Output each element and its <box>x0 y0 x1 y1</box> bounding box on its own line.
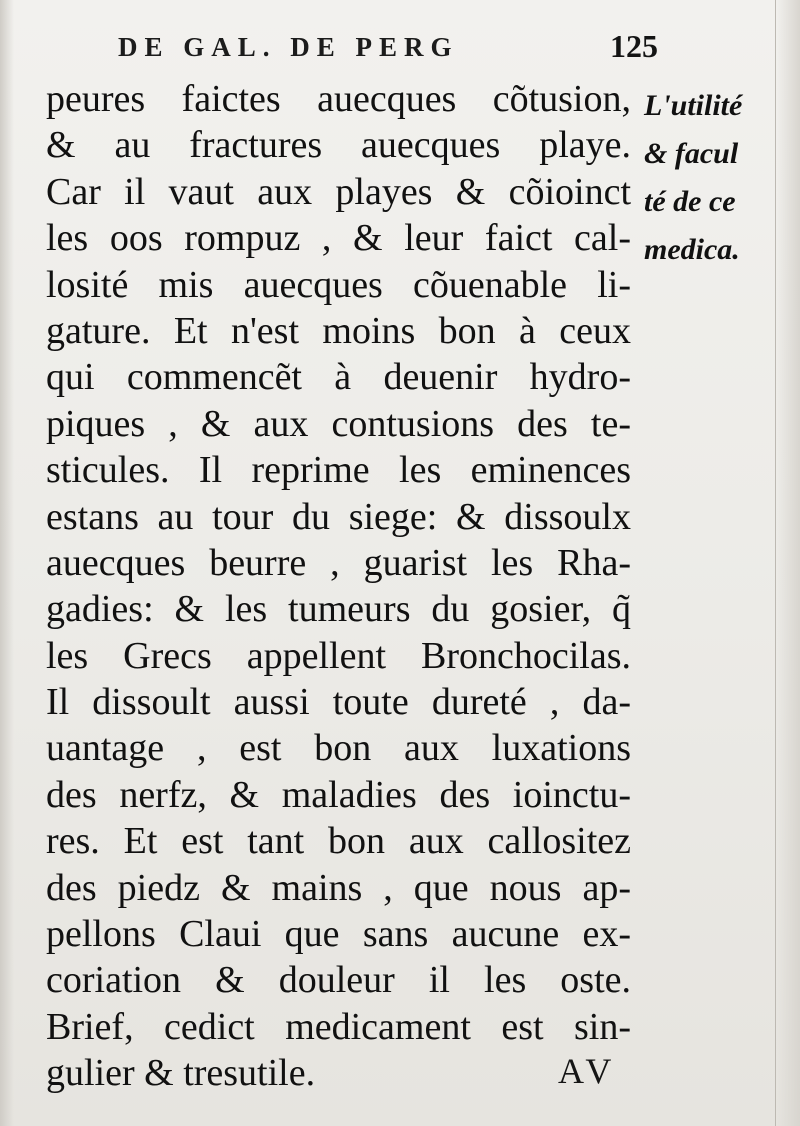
text-line: des piedz & mains , que nous ap- <box>46 866 631 909</box>
marginal-note-line: & facul <box>644 137 739 170</box>
page-header <box>118 28 658 72</box>
text-line: Il dissoult aussi toute dureté , da- <box>46 681 631 724</box>
text-line: Brief, cedict medicament est sin- <box>46 1005 631 1048</box>
text-line: pellons Claui que sans aucune ex- <box>46 913 631 956</box>
page-number: 125 <box>610 28 658 64</box>
text-line: estans au tour du siege: & dissoulx <box>46 495 631 538</box>
text-line: des nerfz, & maladies des ioinctu- <box>46 773 631 816</box>
text-line: les Grecs appellent Bronchocilas. <box>46 634 631 677</box>
catchword: AV <box>558 1051 618 1091</box>
text-line: sticules. Il reprime les eminences <box>46 449 631 492</box>
running-head: DE GAL. DE PERG <box>118 32 459 62</box>
marginal-note-line: medica. <box>644 233 740 266</box>
body-text <box>46 76 631 1097</box>
gutter-shadow <box>0 0 14 1126</box>
text-line: peures faictes auecques cõtusion, <box>46 78 631 120</box>
text-line: uantage , est bon aux luxations <box>46 727 631 770</box>
text-line: coriation & douleur il les oste. <box>46 959 631 1002</box>
marginal-note-line: té de ce <box>644 185 736 218</box>
text-line: gadies: & les tumeurs du gosier, q̃ <box>46 588 631 631</box>
text-line: auecques beurre , guarist les Rha- <box>46 541 631 584</box>
marginal-note <box>644 82 784 274</box>
text-line: piques , & aux contusions des te- <box>46 402 631 445</box>
text-line: losité mis auecques cõuenable li- <box>46 263 631 306</box>
text-line: les oos rompuz , & leur faict cal- <box>46 217 631 260</box>
text-line: res. Et est tant bon aux callositez <box>46 820 631 863</box>
show-through-ghost-text <box>80 1012 89 1050</box>
text-line: Car il vaut aux playes & cõioinct <box>46 170 631 213</box>
marginal-note-line: L'utilité <box>644 89 743 122</box>
text-line: qui commencẽt à deuenir hydro- <box>46 356 631 399</box>
text-line: gature. Et n'est moins bon à ceux <box>46 309 631 352</box>
text-line: & au fractures auecques playe. <box>46 124 631 167</box>
text-line: gulier & tresutile. <box>46 1052 316 1095</box>
